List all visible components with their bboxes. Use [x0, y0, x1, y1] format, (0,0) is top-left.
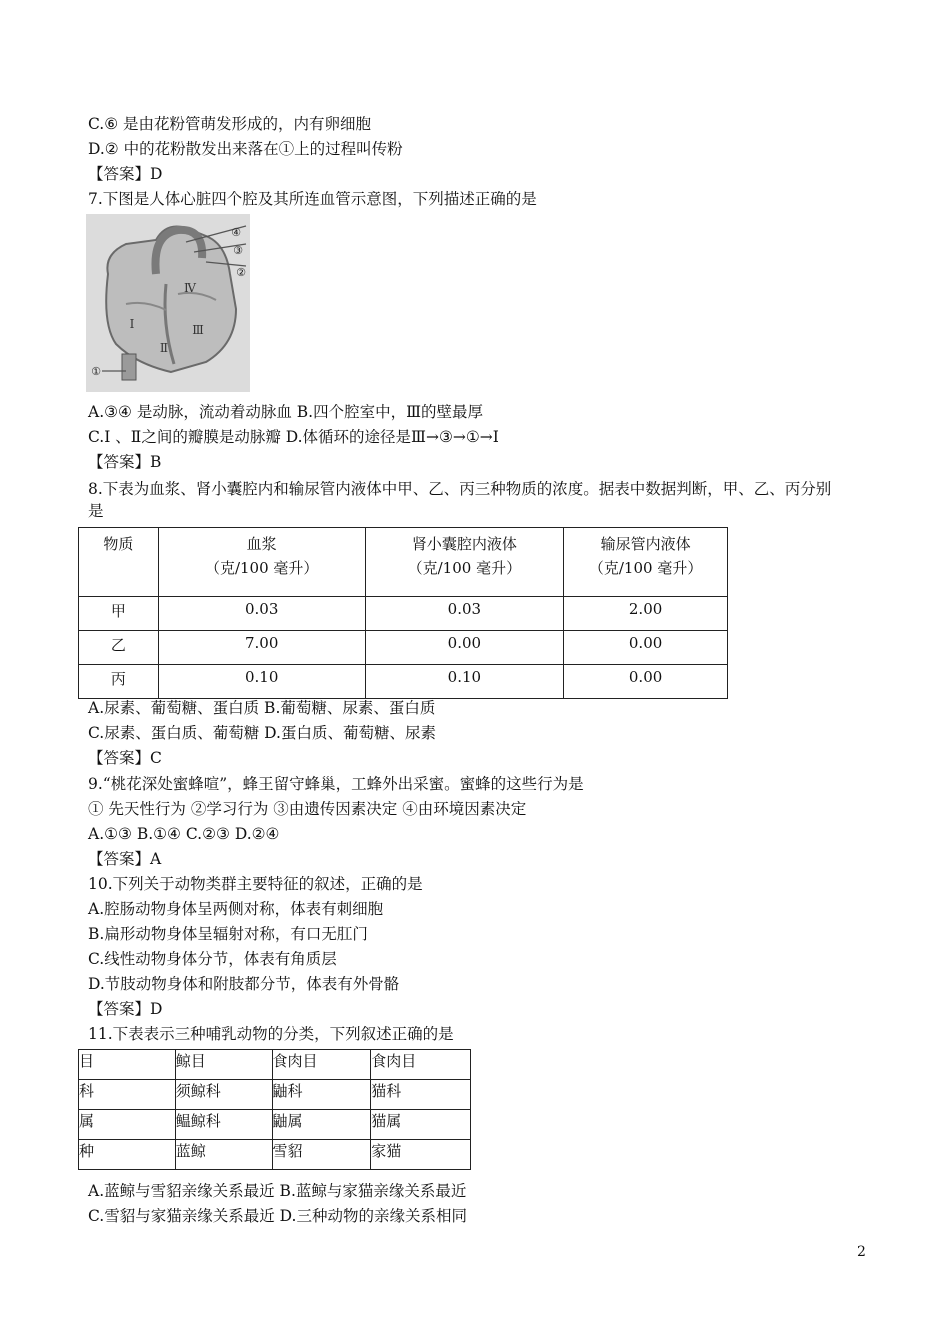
- table-row: [79, 665, 728, 699]
- table-row: [79, 1110, 471, 1140]
- header-cell: [564, 528, 728, 597]
- table-cell: 种: [79, 1140, 176, 1170]
- heart-diagram: [86, 214, 250, 392]
- table-cell: 须鲸科: [175, 1080, 272, 1110]
- classification-table: [78, 1049, 471, 1170]
- answer-q6: 【答案】D: [88, 165, 163, 183]
- question-7: 7.下图是人体心脏四个腔及其所连血管示意图，下列描述正确的是: [88, 190, 537, 208]
- table-cell: 0.10: [365, 665, 564, 699]
- table-row: [79, 1140, 471, 1170]
- table-cell: 家猫: [371, 1140, 471, 1170]
- table-header-row: [79, 528, 728, 597]
- table-cell: 鼬科: [272, 1080, 371, 1110]
- table-cell: 猫科: [371, 1080, 471, 1110]
- option-c-q10: C.线性动物身体分节，体表有角质层: [88, 950, 337, 968]
- table-row: [79, 597, 728, 631]
- options-cd-q8: C.尿素、蛋白质、葡萄糖 D.蛋白质、葡萄糖、尿素: [88, 724, 436, 742]
- question-8: 8.下表为血浆、肾小囊腔内和输尿管内液体中甲、乙、丙三种物质的浓度。据表中数据判断，甲、乙、丙分别: [88, 480, 832, 498]
- header-text: 肾小囊腔内液体: [411, 535, 517, 553]
- table-cell: 科: [79, 1080, 176, 1110]
- table-cell: 乙: [79, 631, 159, 665]
- option-d-q6: D.② 中的花粉散发出来落在①上的过程叫传粉: [88, 140, 403, 158]
- header-unit: （克/100 毫升）: [588, 559, 703, 577]
- header-cell: [365, 528, 564, 597]
- chamber-label-3: Ⅲ: [192, 323, 204, 337]
- header-unit: （克/100 毫升）: [204, 559, 319, 577]
- answer-q9: 【答案】A: [88, 850, 162, 868]
- header-unit: （克/100 毫升）: [407, 559, 522, 577]
- options-q9: A.①③ B.①④ C.②③ D.②④: [88, 825, 280, 843]
- option-c-q6: C.⑥ 是由花粉管萌发形成的，内有卵细胞: [88, 115, 372, 133]
- header-cell: [158, 528, 365, 597]
- vessel-label-4: ④: [231, 226, 241, 239]
- table-cell: 鼬属: [272, 1110, 371, 1140]
- answer-q8: 【答案】C: [88, 749, 162, 767]
- table-cell: 蓝鲸: [175, 1140, 272, 1170]
- table-cell: 2.00: [564, 597, 728, 631]
- question-10: 10.下列关于动物类群主要特征的叙述，正确的是: [88, 875, 423, 893]
- table-cell: 食肉目: [272, 1050, 371, 1080]
- table-row: [79, 1050, 471, 1080]
- table-cell: 0.00: [564, 631, 728, 665]
- options-cd-q11: C.雪貂与家猫亲缘关系最近 D.三种动物的亲缘关系相同: [88, 1207, 467, 1225]
- table-cell: 0.03: [158, 597, 365, 631]
- concentration-table: [78, 527, 728, 699]
- answer-q10: 【答案】D: [88, 1000, 163, 1018]
- header-text: 血浆: [246, 535, 277, 553]
- question-11: 11.下表表示三种哺乳动物的分类，下列叙述正确的是: [88, 1025, 454, 1043]
- vessel-label-1: ①: [91, 365, 101, 378]
- table-row: [79, 631, 728, 665]
- vessel-label-3: ③: [233, 244, 243, 257]
- table-cell: 鲸目: [175, 1050, 272, 1080]
- table-cell: 猫属: [371, 1110, 471, 1140]
- chamber-label-4: Ⅳ: [184, 281, 196, 295]
- table-cell: 属: [79, 1110, 176, 1140]
- option-a-q10: A.腔肠动物身体呈两侧对称，体表有刺细胞: [88, 900, 384, 918]
- question-9: 9.“桃花深处蜜蜂喧”，蜂王留守蜂巢，工蜂外出采蜜。蜜蜂的这些行为是: [88, 775, 584, 793]
- page-number: 2: [857, 1244, 866, 1260]
- header-text: 物质: [103, 535, 134, 553]
- table-cell: 0.03: [365, 597, 564, 631]
- option-b-q10: B.扁形动物身体呈辐射对称，有口无肛门: [88, 925, 368, 943]
- table-cell: 0.00: [365, 631, 564, 665]
- header-text: 输尿管内液体: [600, 535, 691, 553]
- table-cell: 目: [79, 1050, 176, 1080]
- chamber-label-2: Ⅱ: [159, 341, 169, 355]
- header-cell: [79, 528, 159, 597]
- table-cell: 0.00: [564, 665, 728, 699]
- table-cell: 甲: [79, 597, 159, 631]
- question-8-continued: 是: [88, 502, 104, 520]
- table-row: [79, 1080, 471, 1110]
- table-cell: 0.10: [158, 665, 365, 699]
- vessel-label-2: ②: [236, 266, 246, 279]
- table-cell: 鳁鲸科: [175, 1110, 272, 1140]
- answer-q7: 【答案】B: [88, 453, 162, 471]
- option-d-q10: D.节肢动物身体和附肢都分节，体表有外骨骼: [88, 975, 400, 993]
- chamber-label-1: Ⅰ: [129, 317, 135, 331]
- options-ab-q11: A.蓝鲸与雪貂亲缘关系最近 B.蓝鲸与家猫亲缘关系最近: [88, 1182, 467, 1200]
- table-cell: 食肉目: [371, 1050, 471, 1080]
- options-ab-q8: A.尿素、葡萄糖、蛋白质 B.葡萄糖、尿素、蛋白质: [88, 699, 436, 717]
- statements-q9: ① 先天性行为 ②学习行为 ③由遗传因素决定 ④由环境因素决定: [88, 800, 527, 818]
- table-cell: 丙: [79, 665, 159, 699]
- table-cell: 雪貂: [272, 1140, 371, 1170]
- options-ab-q7: A.③④ 是动脉，流动着动脉血 B.四个腔室中，Ⅲ的壁最厚: [88, 403, 484, 421]
- options-cd-q7: C.Ⅰ 、Ⅱ之间的瓣膜是动脉瓣 D.体循环的途径是Ⅲ→③→①→Ⅰ: [88, 428, 499, 446]
- table-cell: 7.00: [158, 631, 365, 665]
